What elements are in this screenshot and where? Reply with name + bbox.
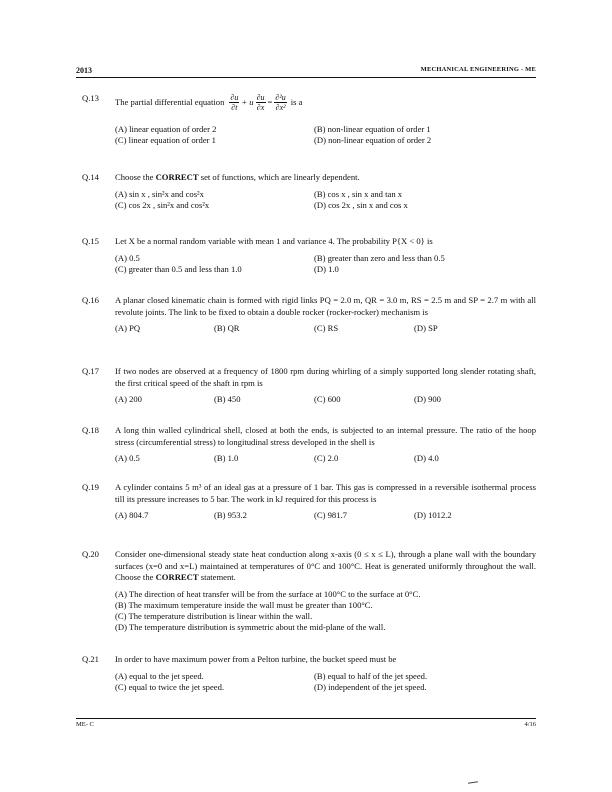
option-b: (B) greater than zero and less than 0.5	[314, 252, 445, 263]
question-13	[82, 93, 536, 146]
question-text-end: set of functions, which are linearly dependent.	[200, 172, 360, 182]
question-text: In order to have maximum power from a Pelton turbine, the bucket speed must be	[115, 654, 397, 664]
option-c: (C) RS	[314, 323, 339, 333]
page-number: 4/16	[524, 721, 536, 728]
option-c: (C) linear equation of order 1	[115, 135, 216, 145]
exam-subject: MECHANICAL ENGINEERING - ME	[420, 66, 536, 73]
question-text: Consider one-dimensional steady state heat conduction along x-axis (0 ≤ x ≤ L), through a plane wall with the boundary surfaces (x=0 and x=L) maintained at temperatures of 0°C and 100°C. Heat is generated uniformly throughout the wall. Choose the	[115, 549, 536, 582]
paper-code: ME- C	[76, 721, 94, 728]
option-d: (D) cos 2x , sin x and cos x	[314, 199, 408, 210]
question-15	[82, 236, 536, 275]
question-text: Let X be a normal random variable with mean 1 and variance 4. The probability P{X < 0} is	[115, 236, 433, 246]
option-d: (D) SP	[414, 323, 438, 333]
question-14	[82, 172, 536, 211]
question-number: Q.15	[82, 236, 99, 246]
question-21	[82, 654, 536, 693]
question-number: Q.18	[82, 425, 99, 435]
question-18	[82, 425, 536, 464]
options	[115, 510, 536, 521]
options	[115, 453, 536, 464]
question-number: Q.20	[82, 549, 99, 559]
question-20	[82, 549, 536, 633]
option-b: (B) 450	[214, 394, 241, 404]
question-text: A planar closed kinematic chain is formed with rigid links PQ = 2.0 m, QR = 3.0 m, RS = 2.5 m and SP = 2.7 m with all revolute joints. The link to be fixed to obtain a double rocker (rocker-rocker) mechanism is	[115, 295, 536, 317]
options	[115, 124, 536, 146]
option-c: (C) 981.7	[314, 510, 347, 520]
option-a: (A) 804.7	[115, 510, 149, 520]
scan-mark	[468, 781, 478, 783]
option-d: (D) 1012.2	[414, 510, 452, 520]
question-number: Q.13	[82, 93, 99, 103]
option-c: (C) greater than 0.5 and less than 1.0	[115, 263, 242, 274]
option-c: (C) equal to twice the jet speed.	[115, 681, 225, 692]
option-d: (D) 900	[414, 394, 441, 404]
options	[115, 589, 536, 633]
question-number: Q.21	[82, 654, 99, 664]
header-rule	[76, 77, 536, 78]
question-number: Q.14	[82, 172, 99, 182]
options	[115, 253, 536, 275]
option-b: (B) non-linear equation of order 1	[314, 124, 431, 134]
options	[115, 671, 536, 693]
question-number: Q.16	[82, 295, 99, 305]
option-b: (B) 1.0	[214, 453, 239, 463]
option-a: (A) linear equation of order 2	[115, 124, 217, 134]
option-a: (A) PQ	[115, 323, 141, 333]
options	[115, 323, 536, 334]
emphasis-correct: CORRECT	[155, 572, 199, 582]
option-b: (B) equal to half of the jet speed.	[314, 670, 428, 681]
options	[115, 394, 536, 405]
option-d: (D) non-linear equation of order 2	[314, 135, 432, 145]
option-a: (A) equal to the jet speed.	[115, 670, 204, 681]
footer-rule	[76, 718, 536, 719]
exam-year: 2013	[76, 66, 92, 75]
question-16	[82, 295, 536, 334]
option-a: (A) sin x , sin²x and cos²x	[115, 188, 204, 199]
option-a: (A) The direction of heat transfer will be from the surface at 100°C to the surface at 0°C.	[115, 588, 421, 599]
question-text-end: statement.	[200, 572, 236, 582]
question-17	[82, 366, 536, 405]
question-text: The partial differential equation	[115, 96, 225, 107]
emphasis-correct: CORRECT	[155, 172, 199, 182]
question-text-end: is a	[290, 96, 303, 107]
option-d: (D) The temperature distribution is symmetric about the mid-plane of the wall.	[115, 621, 386, 632]
option-c: (C) cos 2x , sin²x and cos²x	[115, 199, 210, 210]
pde-equation: $\frac{\partial u}{\partial t}$ + u $\frac{\partial u}{\partial x}$ = $\frac{\text{∂²u}}{\text{∂x²}}$	[230, 93, 286, 112]
question-number: Q.17	[82, 366, 99, 376]
option-b: (B) QR	[214, 323, 240, 333]
option-a: (A) 0.5	[115, 453, 140, 463]
question-text: Choose the	[115, 172, 154, 182]
question-text: A long thin walled cylindrical shell, closed at both the ends, is subjected to an internal pressure. The ratio of the hoop stress (circumferential stress) to longitudinal stress developed in the shell is	[115, 425, 536, 447]
question-text: A cylinder contains 5 m³ of an ideal gas at a pressure of 1 bar. This gas is compressed in a reversible isothermal process till its pressure increases to 5 bar. The work in kJ required for this process is	[115, 482, 536, 504]
option-b: (B) cos x , sin x and tan x	[314, 188, 403, 199]
option-a: (A) 0.5	[115, 252, 140, 263]
option-d: (D) 1.0	[314, 263, 339, 274]
option-c: (C) 600	[314, 394, 341, 404]
option-d: (D) 4.0	[414, 453, 439, 463]
option-c: (C) 2.0	[314, 453, 339, 463]
question-text: If two nodes are observed at a frequency of 1800 rpm during whirling of a simply supported long slender rotating shaft, the first critical speed of the shaft in rpm is	[115, 366, 536, 388]
option-a: (A) 200	[115, 394, 142, 404]
option-b: (B) 953.2	[214, 510, 247, 520]
question-19	[82, 482, 536, 521]
option-b: (B) The maximum temperature inside the wall must be greater than 100°C.	[115, 599, 373, 610]
option-d: (D) independent of the jet speed.	[314, 681, 427, 692]
question-number: Q.19	[82, 482, 99, 492]
option-c: (C) The temperature distribution is linear within the wall.	[115, 610, 313, 621]
options	[115, 189, 536, 211]
